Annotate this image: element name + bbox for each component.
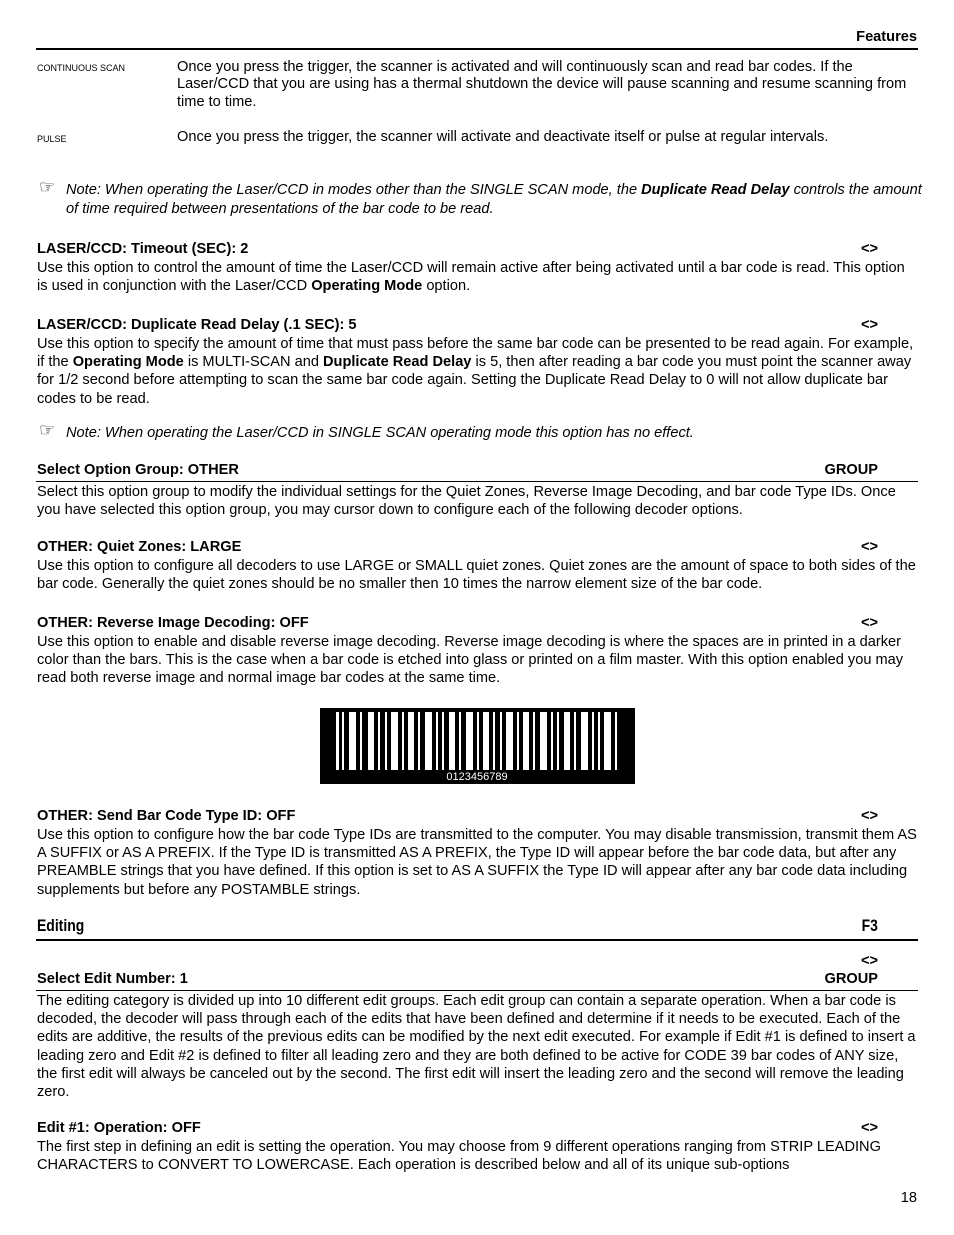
type-id-title: OTHER: Send Bar Code Type ID: OFF	[37, 808, 296, 824]
barcode-bars	[320, 708, 635, 784]
group-rule	[36, 990, 918, 991]
reverse-barcode-image	[320, 708, 635, 784]
other-group-text: Select this option group to modify the individual settings for the Quiet Zones, Reverse Image Decoding, and bar code Type IDs. Once you have selected this option group, you may cursor down to configure each of the following decoder options.	[37, 484, 896, 519]
edit-number-tag: GROUP	[824, 971, 878, 987]
page-number: 18	[900, 1190, 917, 1206]
mode-desc-continuous: Once you press the trigger, the scanner is activated and will continuously scan and read bar codes. If the Laser/CCD that you are using has a thermal shutdown the device will pause scanning and resume scanning from time to time.	[177, 59, 907, 110]
edit-number-tag-top: <>	[860, 953, 878, 969]
header-rule	[36, 48, 918, 50]
reverse-image-text: Use this option to enable and disable reverse image decoding. Reverse image decoding is where the spaces are in printed in a darker color than the bars. This is the case when a bar code is etched into glass or printed on a film master. With this option enabled you may read both reverse image and normal image bar codes at the same time.	[37, 634, 904, 687]
type-id-tag: <>	[860, 808, 878, 824]
timeout-title: LASER/CCD: Timeout (SEC): 2	[37, 241, 249, 257]
dup-delay-text: Use this option to specify the amount of time that must pass before the same bar code can be presented to be read again. For example, if the Operating Mode is MULTI-SCAN and Duplicate Read Delay is 5, then after reading a bar code you must point the scanner away for 1/2 second before attempting to scan the same bar code again. Setting the Duplicate Read Delay to 0 will not allow duplicate bar codes to be read.	[37, 336, 914, 407]
pointing-hand-icon: ☞	[39, 420, 56, 440]
other-group-title: Select Option Group: OTHER	[37, 462, 239, 478]
reverse-image-tag: <>	[860, 615, 878, 631]
editing-rule	[36, 939, 918, 941]
editing-section-key: F3	[861, 916, 878, 935]
dup-delay-tag: <>	[860, 317, 878, 333]
timeout-text: Use this option to control the amount of time the Laser/CCD will remain active after being activated until a bar code is read. This option is used in conjunction with the Laser/CCD Operating Mode option.	[37, 260, 905, 295]
mode-term-pulse: PULSE	[37, 134, 67, 144]
note-single-scan: Note: When operating the Laser/CCD in SINGLE SCAN operating mode this option has no effect.	[66, 425, 694, 441]
editing-section-title: Editing	[37, 916, 85, 935]
quiet-zones-tag: <>	[860, 539, 878, 555]
edit-number-text: The editing category is divided up into 10 different edit groups. Each edit group can contain a separate operation. When a bar code is decoded, the decoder will pass through each of the edits that have been defined and determine if it needs to be executed. Each of the edits are additive, the results of the previous edits can be modified by the next edit executed. For example if Edit #1 is defined to insert a leading zero and Edit #2 is defined to filter all leading zero and they are both defined to be active for CODE 39 bar codes of ANY size, the first edit will always be canceled out by the second. The first edit will insert the leading zero and the second will remove the leading zero.	[37, 993, 916, 1101]
reverse-image-title: OTHER: Reverse Image Decoding: OFF	[37, 615, 309, 631]
note-duplicate-delay: Note: When operating the Laser/CCD in modes other than the SINGLE SCAN mode, the Duplicate Read Delay controls the amount of time required between presentations of the bar code to be read.	[66, 182, 922, 217]
dup-delay-title: LASER/CCD: Duplicate Read Delay (.1 SEC): 5	[37, 317, 357, 333]
group-rule	[36, 481, 918, 482]
timeout-tag: <>	[860, 241, 878, 257]
quiet-zones-title: OTHER: Quiet Zones: LARGE	[37, 539, 242, 555]
mode-term-continuous: CONTINUOUS SCAN	[37, 63, 126, 73]
quiet-zones-text: Use this option to configure all decoders to use LARGE or SMALL quiet zones. Quiet zones are the amount of space to both sides of the bar code. Generally the quiet zones should be no smaller then 10 times the narrow element size of the bar code.	[37, 558, 916, 593]
type-id-text: Use this option to configure how the bar code Type IDs are transmitted to the computer. You may disable transmission, transmit them AS A SUFFIX or AS A PREFIX. If the Type ID is transmitted AS A PREFIX, the Type ID will appear before the bar code data, but after any PREAMBLE strings that you have defined. If this option is set to AS A SUFFIX the Type ID will appear after any bar code data including supplements but before any POSTAMBLE strings.	[37, 827, 917, 898]
edit-number-title: Select Edit Number: 1	[37, 971, 188, 987]
edit1-title: Edit #1: Operation: OFF	[37, 1120, 201, 1136]
mode-desc-pulse: Once you press the trigger, the scanner will activate and deactivate itself or pulse at regular intervals.	[177, 129, 829, 145]
pointing-hand-icon: ☞	[39, 177, 56, 197]
page-header-title: Features	[856, 29, 917, 45]
edit1-text: The first step in defining an edit is setting the operation. You may choose from 9 different operations ranging from STRIP LEADING CHARACTERS to CONVERT TO LOWERCASE. Each operation is described below and all of its unique sub-options	[37, 1139, 881, 1174]
barcode-caption: 0123456789	[446, 771, 508, 783]
other-group-tag: GROUP	[824, 462, 878, 478]
edit1-tag: <>	[860, 1120, 878, 1136]
